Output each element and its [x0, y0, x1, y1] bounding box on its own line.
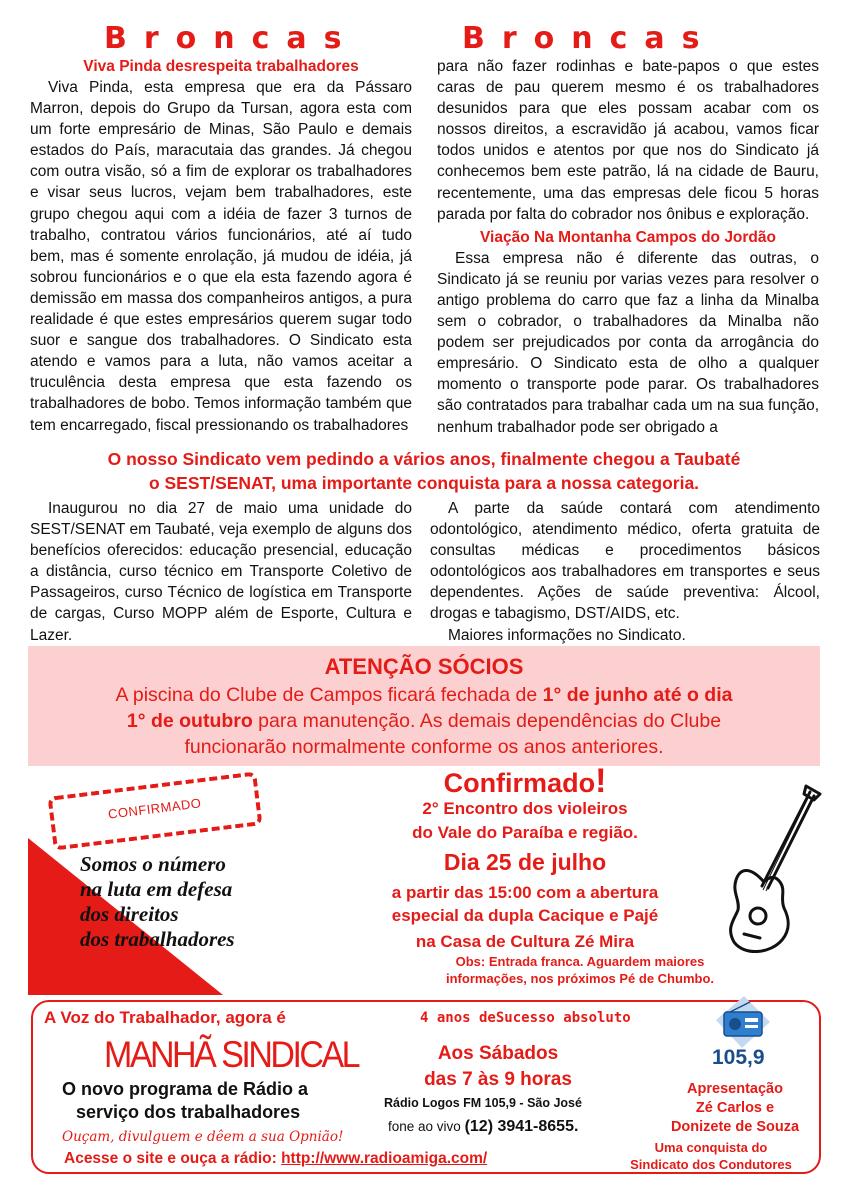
article-right-column [437, 56, 819, 438]
article-title: Viação Na Montanha Campos do Jordão [480, 228, 776, 246]
article-body: Viva Pinda, esta empresa que era da Pássaro Marron, depois do Grupo da Tursan, agora esta com um forte empresário de Minas, São Paulo e demais estados do País, maracutaia das grandes. Já chegou com outra visão, só a fim de explorar os trabalhadores e visar seus lucros, vejam bem trabalhadores, este grupo chegou aqui com a idéia de fazer 3 turnos de trabalho, contratou vários funcionários, até aí tudo bem, mas é somente enrolação, já mudou de idéia, já sobrou funcionários e o que ela esta fazendo agora é demissão em massa dos companheiros antigos, a pura realidade é que estes empresários querem sugar todo suor e sangue dos trabalhadores. O Sindicato esta atendo e vamos para a luta, não vamos aceitar a truculência desta empresa que esta fazendo os trabalhadores de bobo. Temos informação também que tem encarregado, fiscal pressionando os trabalhadores [30, 79, 412, 434]
radio-cursive: Ouçam, divulguem e dêem a sua Opnião! [62, 1129, 344, 1145]
radio-phone-number: (12) 3941-8655. [464, 1118, 579, 1135]
radio-desc1: O novo programa de Rádio a [62, 1079, 309, 1099]
radio-phone-label: fone ao vivo [388, 1119, 465, 1134]
header-broncas-left: Broncas [104, 21, 359, 56]
sest-banner-line1: O nosso Sindicato vem pedindo a vários anos, finalmente chegou a Taubaté [107, 449, 741, 469]
attention-box [28, 646, 820, 766]
event-line5: na Casa de Cultura Zé Mira [415, 932, 635, 951]
event-line4: especial da dupla Cacique e Pajé [391, 906, 659, 925]
article-title: Viva Pinda desrespeita trabalhadores [83, 58, 359, 75]
radio-presenters-line: Apresentação [687, 1081, 783, 1097]
attention-date-end: 1° de outubro [126, 710, 253, 732]
radio-conquest [606, 1139, 816, 1173]
event-date: Dia 25 de julho [443, 849, 607, 875]
event-confirmed-bang: ! [595, 762, 607, 800]
slogan [80, 852, 235, 952]
radio-phone [388, 1118, 578, 1136]
slogan-line: na luta em defesa [80, 877, 233, 901]
radio-presenters-line: Zé Carlos e [695, 1100, 775, 1116]
slogan-line: Somos o número [80, 852, 226, 876]
event-obs-line: Obs: Entrada franca. Aguardem maiores [455, 954, 705, 969]
attention-date-start: 1° de junho até o dia [542, 684, 733, 706]
attention-title: ATENÇÃO SÓCIOS [324, 654, 524, 679]
article-continuation: para não fazer rodinhas e bate-papos o que estes caras de pau querem mesmo é os trabalhadores desunidos para que eles possam acabar com os nossos direitos, a escravidão já acabou, vamos ficar todos unidos e atentos por que nos do Sindicato já conhecemos bem este patrão, lá na cidade de Bauru, recentemente, uma das empresas dele ficou 5 horas parada por falta do cobrador nos ônibus e exploração. [437, 58, 819, 223]
radio-presenters-line: Donizete de Souza [670, 1119, 800, 1135]
header-broncas-right: Broncas [462, 21, 717, 56]
attention-text [28, 682, 820, 760]
attention-text-part: A piscina do Clube de Campos ficará fechada de [115, 684, 543, 706]
attention-text-part: para manutenção. As demais dependências do Clube [252, 710, 722, 732]
sest-more-info: Maiores informações no Sindicato. [448, 626, 686, 644]
sest-banner-line2: o SEST/SENAT, uma importante conquista para a nossa categoria. [148, 473, 700, 493]
stamp-text: CONFIRMADO [107, 795, 203, 822]
radio-station: Rádio Logos FM 105,9 - São José [384, 1096, 582, 1110]
guitar-icon [700, 770, 830, 960]
event-confirmed-title [380, 764, 670, 800]
attention-text-part: funcionarão normalmente conforme os anos anteriores. [184, 736, 664, 758]
radio-hours: das 7 às 9 horas [424, 1069, 572, 1090]
event-line1: 2° Encontro dos violeiros [422, 799, 628, 818]
radio-icon [708, 992, 778, 1054]
event-line2: do Vale do Paraíba e região. [412, 823, 638, 842]
radio-site-link[interactable]: http://www.radioamiga.com/ [281, 1150, 488, 1167]
article-body: Essa empresa não é diferente das outras, o Sindicato já se reuniu por varias vezes para resolver o antigo problema do carro que faz a linha da Minalba sem o cobrador, o trabalhadores da Minalba não podem ser prejudicados por conta da arrogância do empresário. O Sindicato esta de olho a qualquer momento o transporte pode parar. Os trabalhadores são contratados para trabalhar cada um na sua função, nenhum trabalhador pode ser obrigado a [437, 249, 819, 436]
radio-presenters [664, 1080, 806, 1137]
radio-frequency: 105,9 [712, 1046, 765, 1069]
sest-right-paragraph: A parte da saúde contará com atendimento odontológico, atendimento médico, oferta gratuita de consultas médicas e procedimentos básicos odontológicos aos trabalhadores em transportes e seus dependentes. Ações de saúde preventiva: Álcool, drogas e tabagismo, DST/AIDS, etc. [430, 500, 820, 623]
radio-site [64, 1150, 487, 1168]
slogan-line: dos direitos [80, 902, 179, 926]
radio-days: Aos Sábados [437, 1043, 559, 1064]
radio-site-label: Acesse o site e ouça a rádio: [64, 1150, 282, 1167]
sest-left-paragraph: Inaugurou no dia 27 de maio uma unidade do SEST/SENAT em Taubaté, veja exemplo de alguns dos benefícios oferecidos: educação presencial, educação a distância, curso técnico em Transporte Coletivo de Passageiros, curso Técnico de logística em Transporte de cargas, Curso MOPP além de Esporte, Cultura e Lazer. [30, 500, 412, 644]
event-line3: a partir das 15:00 com a abertura [391, 883, 659, 902]
radio-schedule [380, 1041, 616, 1093]
sest-right-text [430, 498, 820, 646]
radio-tagline: 4 anos deSucesso absoluto [420, 1010, 631, 1026]
radio-desc2: serviço dos trabalhadores [76, 1102, 301, 1122]
event-confirmed-word: Confirmado [443, 768, 596, 798]
slogan-line: dos trabalhadores [80, 927, 235, 951]
radio-conquest-line: Sindicato dos Condutores [630, 1157, 792, 1172]
sest-left-text [30, 498, 412, 646]
radio-intro: A Voz do Trabalhador, agora é [44, 1008, 286, 1027]
radio-conquest-line: Uma conquista do [654, 1140, 768, 1155]
event-obs-line: informações, nos próximos Pé de Chumbo. [446, 971, 714, 986]
radio-program-name: MANHÃ SINDICAL [104, 1034, 359, 1076]
article-viva-pinda [30, 56, 412, 436]
